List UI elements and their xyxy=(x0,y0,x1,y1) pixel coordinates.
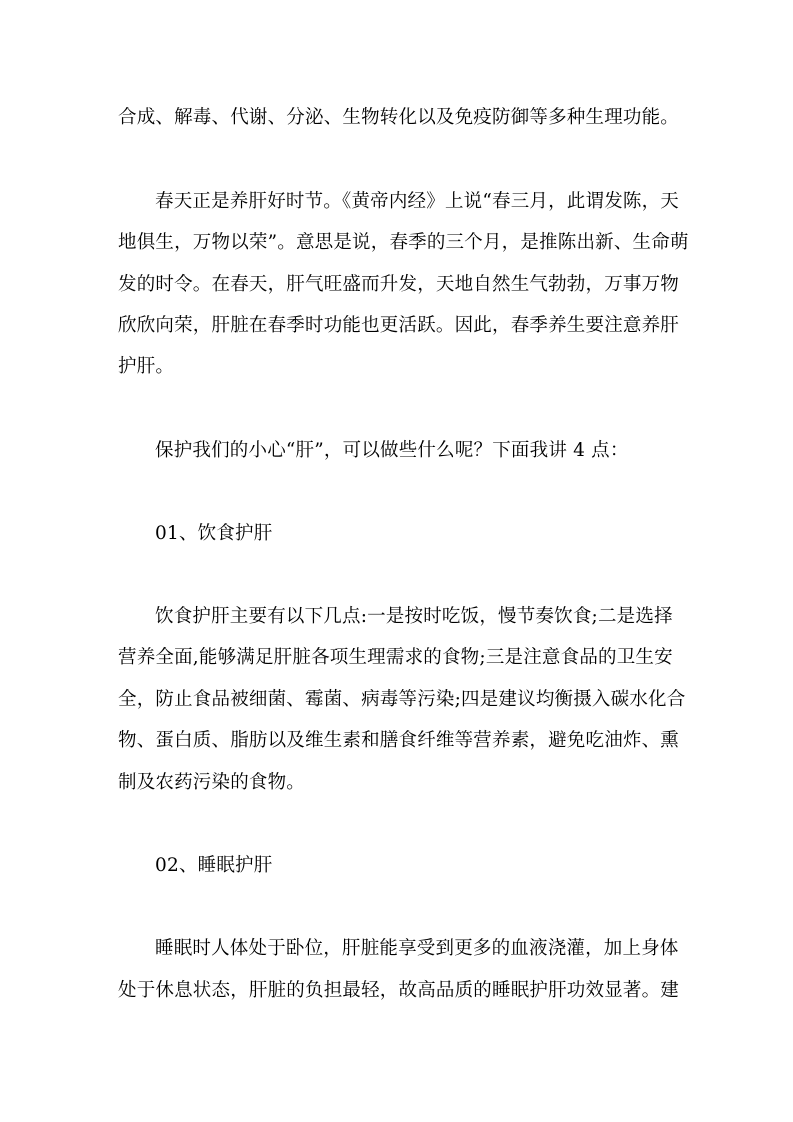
paragraph-line: 保护我们的小心“肝”，可以做些什么呢？下面我讲 4 点： xyxy=(155,440,629,461)
paragraph-line: 全，防止食品被细菌、霉菌、病毒等污染;四是建议均衡摄入碳水化合 xyxy=(118,689,686,710)
paragraph-line: 地俱生，万物以荣”。意思是说，春季的三个月，是推陈出新、生命萌 xyxy=(118,232,689,253)
paragraph-line: 制及农药污染的食物。 xyxy=(118,772,306,793)
section-heading: 02、睡眠护肝 xyxy=(155,855,273,876)
paragraph-line: 发的时令。在春天，肝气旺盛而升发，天地自然生气勃勃，万事万物 xyxy=(118,274,680,295)
paragraph-line: 饮食护肝主要有以下几点:一是按时吃饭，慢节奏饮食;二是选择 xyxy=(155,606,673,627)
paragraph-line: 欣欣向荣，肝脏在春季时功能也更活跃。因此，春季养生要注意养肝 xyxy=(118,315,680,336)
section-heading: 01、饮食护肝 xyxy=(155,523,273,544)
paragraph-line: 处于休息状态，肝脏的负担最轻，故高品质的睡眠护肝功效显著。建 xyxy=(118,980,680,1001)
paragraph-line: 护肝。 xyxy=(118,356,175,377)
paragraph-line: 合成、解毒、代谢、分泌、生物转化以及免疫防御等多种生理功能。 xyxy=(118,107,680,128)
paragraph-line: 睡眠时人体处于卧位，肝脏能享受到更多的血液浇灌，加上身体 xyxy=(155,938,679,959)
paragraph-line: 物、蛋白质、脂肪以及维生素和膳食纤维等营养素，避免吃油炸、熏 xyxy=(118,730,680,751)
paragraph-line: 春天正是养肝好时节。《黄帝内经》上说“春三月，此谓发陈，天 xyxy=(155,191,680,212)
paragraph-line: 营养全面,能够满足肝脏各项生理需求的食物;三是注意食品的卫生安 xyxy=(118,647,673,668)
